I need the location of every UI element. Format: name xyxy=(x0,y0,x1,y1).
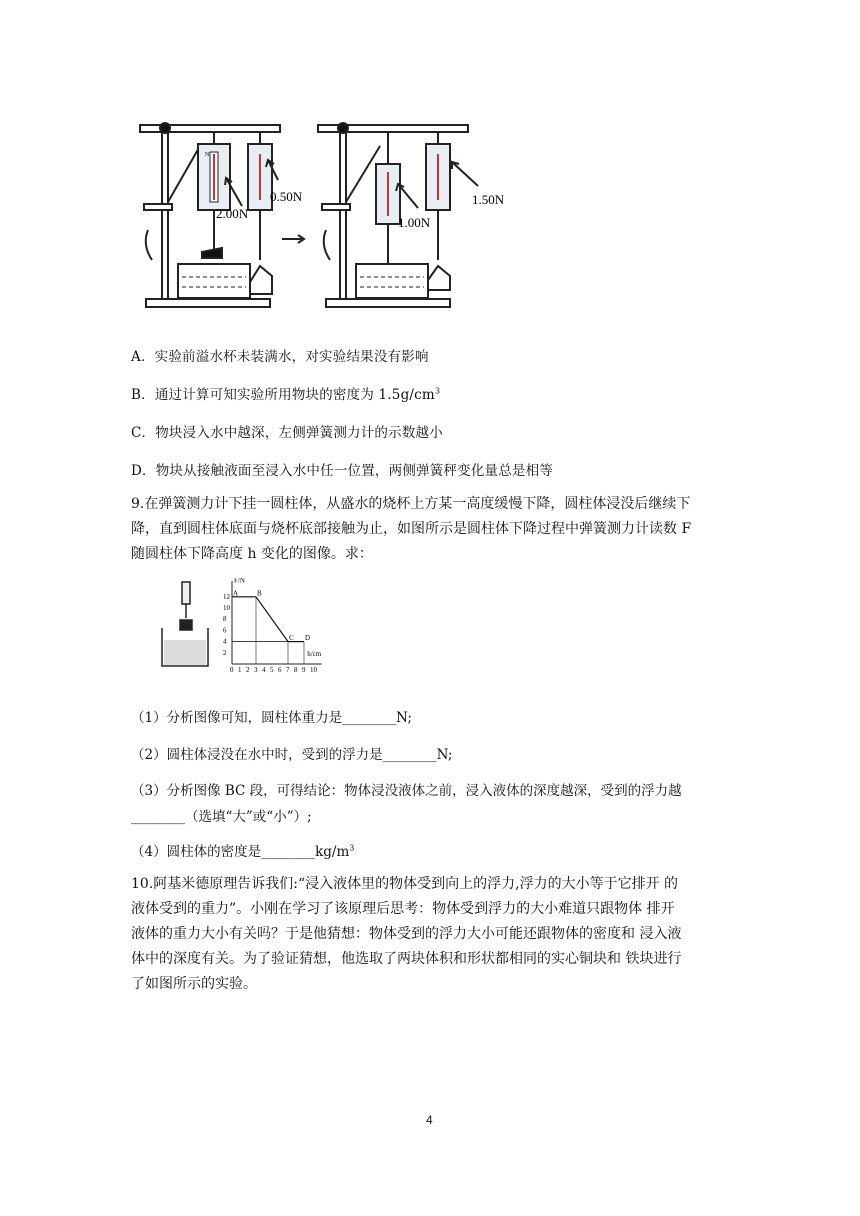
q10-line1: 10.阿基米德原理告诉我们:“浸入液体里的物体受到向上的浮力,浮力的大小等于它排开 的 xyxy=(131,876,679,892)
q10-stem xyxy=(131,872,741,997)
x-tick-label: 0 xyxy=(230,666,234,674)
option-b-text: B．通过计算可知实验所用物块的密度为 1.5g/cm xyxy=(131,387,435,403)
q9-sub4-text: （4）圆柱体的密度是________kg/m xyxy=(131,844,350,860)
option-d: D．物块从接触液面至浸入水中任一位置，两侧弹簧秤变化量总是相等 xyxy=(131,463,554,479)
x-tick-label: 10 xyxy=(310,666,317,674)
point-label: B xyxy=(257,589,262,598)
point-label: D xyxy=(305,634,311,643)
x-tick-label: 9 xyxy=(302,666,306,674)
q9-sub1: （1）分析图像可知，圆柱体重力是________N; xyxy=(131,710,412,726)
experiment-figure xyxy=(130,112,520,317)
left-scale-reading: 2.00N xyxy=(216,206,249,221)
q9-figure xyxy=(160,578,360,678)
left-scale-reading-2: 1.00N xyxy=(398,215,431,230)
q9-sub3a: （3）分析图像 BC 段，可得结论：物体浸没液体之前，浸入液体的深度越深，受到的浮力越 xyxy=(131,783,682,799)
scale-mark: N xyxy=(205,152,210,158)
option-b-sup: 3 xyxy=(434,386,441,396)
option-c: C．物块浸入水中越深，左侧弹簧测力计的示数越小 xyxy=(131,425,443,441)
q9-line2: 降，直到圆柱体底面与烧杯底部接触为止，如图所示是圆柱体下降过程中弹簧测力计读数 F xyxy=(131,521,692,537)
y-tick-label: 2 xyxy=(223,648,227,657)
y-tick-label: 8 xyxy=(223,615,227,624)
q9-sub4-sup: 3 xyxy=(349,843,355,853)
f-h-chart xyxy=(223,578,322,674)
q10-line5: 了如图所示的实验。 xyxy=(131,976,257,992)
right-scale-reading-2: 1.50N xyxy=(472,192,505,207)
x-tick-label: 8 xyxy=(294,666,298,674)
x-tick-label: 7 xyxy=(286,666,290,674)
q9-sub3b: ________（选填“大”或“小”）; xyxy=(131,809,312,825)
q9-line1: 9.在弹簧测力计下挂一圆柱体，从盛水的烧杯上方某一高度缓慢下降，圆柱体浸没后继续下 xyxy=(131,496,691,512)
x-tick-label: 3 xyxy=(254,666,258,674)
q10-line3: 液体的重力大小有关吗？于是他猜想：物体受到的浮力大小可能还跟物体的密度和 浸入液 xyxy=(131,926,682,942)
x-tick-label: 4 xyxy=(262,666,266,674)
y-tick-label: 10 xyxy=(223,604,230,612)
q10-line2: 液体受到的重力”。小刚在学习了该原理后思考：物体受到浮力的大小难道只跟物体 排开 xyxy=(131,901,675,917)
series-segment xyxy=(256,597,288,642)
option-b xyxy=(131,383,440,403)
point-label: C xyxy=(289,634,294,643)
x-tick-label: 5 xyxy=(270,666,274,674)
q9-sub4 xyxy=(131,840,354,860)
x-tick-label: 6 xyxy=(278,666,282,674)
y-axis-label: F/N xyxy=(234,578,245,585)
q9-stem xyxy=(131,492,741,567)
right-scale-reading: 0.50N xyxy=(270,189,303,204)
x-tick-label: 1 xyxy=(238,666,242,674)
q9-line3: 随圆柱体下降高度 h 变化的图像。求： xyxy=(131,546,373,562)
option-a: A．实验前溢水杯未装满水，对实验结果没有影响 xyxy=(131,349,429,365)
y-tick-label: 4 xyxy=(223,637,227,646)
x-tick-label: 2 xyxy=(246,666,250,674)
y-tick-label: 12 xyxy=(223,592,230,601)
y-tick-label: 6 xyxy=(223,626,227,635)
q9-sub2: （2）圆柱体浸没在水中时，受到的浮力是________N; xyxy=(131,747,453,763)
x-axis-label: h/cm xyxy=(307,650,322,658)
point-label: A xyxy=(233,589,239,598)
q10-line4: 体中的深度有关。为了验证猜想，他选取了两块体积和形状都相同的实心铜块和 铁块进行 xyxy=(131,951,682,967)
page-number: 4 xyxy=(426,1113,433,1127)
